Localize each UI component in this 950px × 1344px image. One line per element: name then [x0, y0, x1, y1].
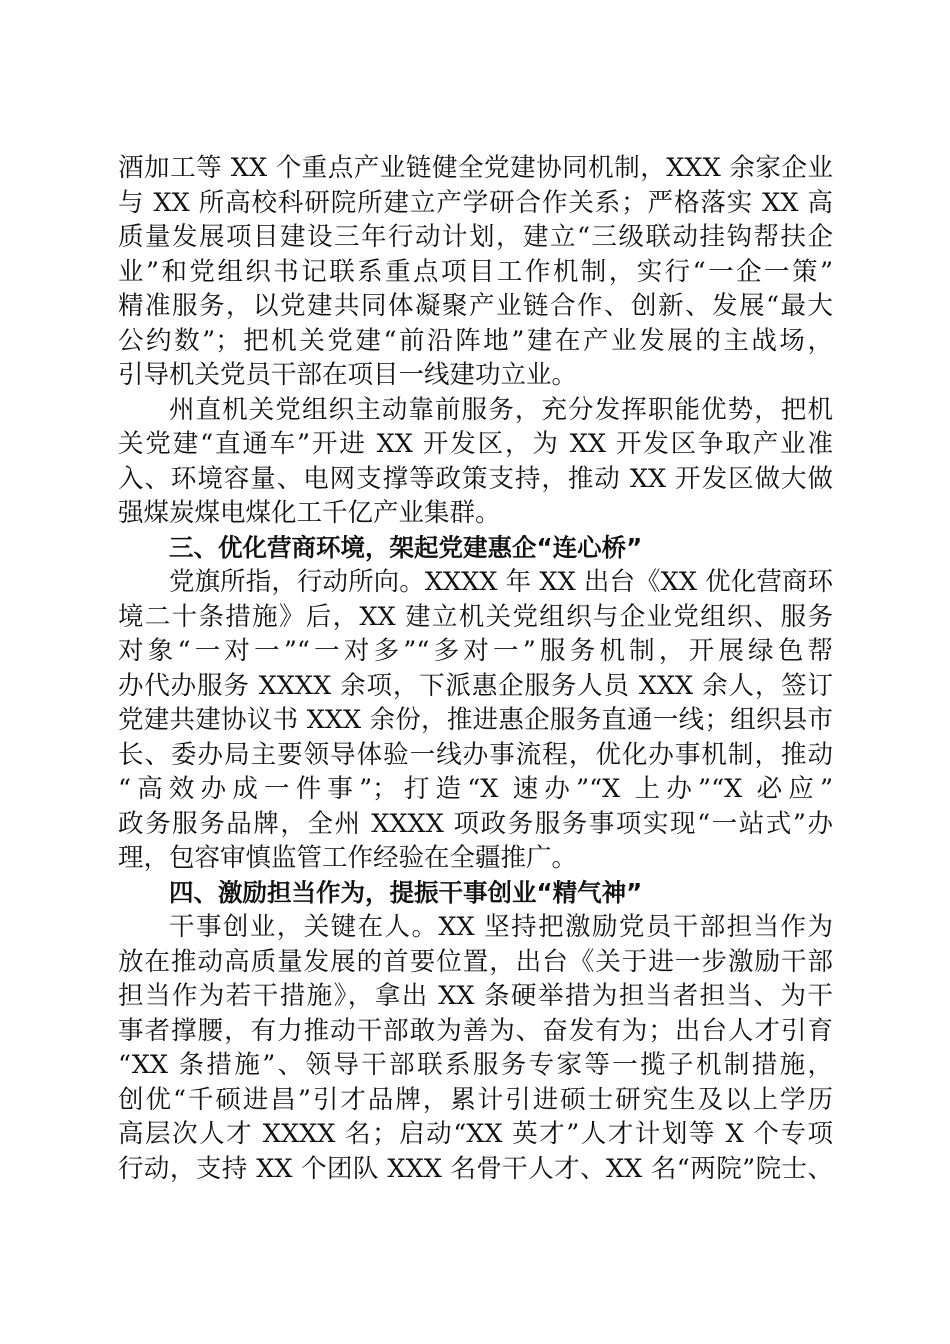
paragraph-line: 境二十条措施》后，XX 建立机关党组织与企业党组织、服务 — [118, 601, 833, 632]
paragraph-line: 事者撑腰，有力推动干部敢为善为、奋发有为；出台人才引育 — [118, 1015, 833, 1046]
paragraph-line: 党建共建协议书 XXX 余份，推进惠企服务直通一线；组织县市 — [118, 705, 833, 735]
paragraph-line: 强煤炭煤电煤化工千亿产业集群。 — [118, 498, 501, 528]
section-heading — [118, 876, 833, 911]
paragraph-line: 担当作为若干措施》，拿出 XX 条硬举措为担当者担当、为干 — [118, 981, 833, 1011]
section-heading — [118, 531, 833, 566]
paragraph-line: 精准服务，以党建共同体凝聚产业链合作、创新、发展“最大 — [118, 291, 833, 321]
paragraph-line: 引导机关党员干部在项目一线建功立业。 — [118, 360, 578, 390]
paragraph-line: 公约数”；把机关党建“前沿阵地”建在产业发展的主战场， — [118, 325, 833, 356]
paragraph-line: 入、环境容量、电网支撑等政策支持，推动 XX 开发区做大做 — [118, 463, 833, 494]
paragraph-line: 长、委办局主要领导体验一线办事流程，优化办事机制，推动 — [118, 739, 833, 770]
paragraph-line: 质量发展项目建设三年行动计划，建立“三级联动挂钩帮扶企 — [118, 222, 833, 252]
paragraph-line: 党旗所指，行动所向。XXXX 年 XX 出台《XX 优化营商环 — [169, 567, 833, 597]
heading-text: 三、优化营商环境，架起党建惠企“连心桥” — [169, 532, 643, 562]
body-paragraph — [118, 393, 833, 531]
paragraph-line: “XX 条措施”、领导干部联系服务专家等一揽子机制措施， — [118, 1050, 833, 1080]
paragraph-line: 干事创业，关键在人。XX 坚持把激励党员干部担当作为 — [169, 912, 833, 942]
paragraph-line: 办代办服务 XXXX 余项，下派惠企服务人员 XXX 余人，签订 — [118, 670, 833, 701]
paragraph-line: 创优“千硕进昌”引才品牌，累计引进硕士研究生及以上学历 — [118, 1084, 833, 1115]
document-body — [118, 151, 833, 1186]
heading-text: 四、激励担当作为，提振干事创业“精气神” — [169, 877, 643, 907]
paragraph-line: 酒加工等 XX 个重点产业链健全党建协同机制，XXX 余家企业 — [118, 153, 833, 183]
paragraph-line: 高层次人才 XXXX 名；启动“XX 英才”人才计划等 X 个专项 — [118, 1119, 833, 1149]
paragraph-line: 对象“一对一”“一对多”“多对一”服务机制，开展绿色帮 — [118, 636, 833, 666]
body-paragraph — [118, 565, 833, 876]
paragraph-line: “高效办成一件事”；打造“X 速办”“X 上办”“X 必应” — [118, 774, 833, 804]
paragraph-line: 业”和党组织书记联系重点项目工作机制，实行“一企一策” — [118, 256, 833, 287]
body-paragraph — [118, 910, 833, 1186]
paragraph-line: 理，包容审慎监管工作经验在全疆推广。 — [118, 843, 578, 873]
paragraph-line: 关党建“直通车”开进 XX 开发区，为 XX 开发区争取产业准 — [118, 429, 833, 459]
paragraph-line: 政务服务品牌，全州 XXXX 项政务服务事项实现“一站式”办 — [118, 808, 833, 839]
paragraph-line: 州直机关党组织主动靠前服务，充分发挥职能优势，把机 — [169, 394, 833, 425]
paragraph-line: 与 XX 所高校科研院所建立产学研合作关系；严格落实 XX 高 — [118, 187, 833, 218]
paragraph-line: 放在推动高质量发展的首要位置，出台《关于进一步激励干部 — [118, 946, 833, 977]
body-paragraph — [118, 151, 833, 393]
paragraph-line: 行动，支持 XX 个团队 XXX 名骨干人才、XX 名“两院”院士、 — [118, 1153, 833, 1184]
